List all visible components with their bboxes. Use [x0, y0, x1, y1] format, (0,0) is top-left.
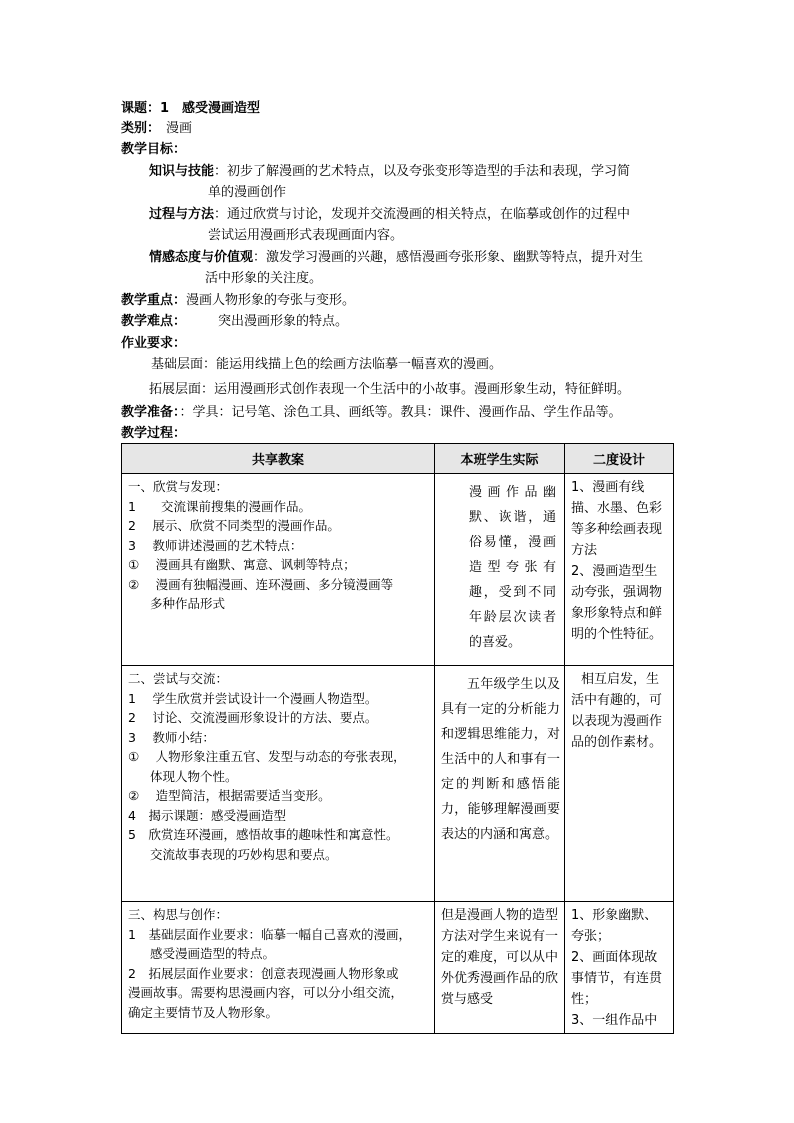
- difficulty-text: 突出漫画形象的特点。: [218, 314, 349, 329]
- homework-extended: 拓展层面：运用漫画形式创作表现一个生活中的小故事。漫画形象生动，特征鲜明。: [149, 382, 631, 397]
- row1-middle-cell: [435, 474, 565, 666]
- process-text-2: 尝试运用漫画形式表现画面内容。: [208, 228, 404, 243]
- emotion-text-2: 活中形象的关注度。: [205, 271, 323, 286]
- class-actual-text: 但是漫画人物的造型方法对学生来说有一定的难度，可以从中外优秀漫画作品的欣赏与感受: [441, 908, 559, 1007]
- knowledge-label: 知识与技能: [149, 164, 215, 179]
- difficulty-line: [121, 312, 348, 332]
- focus-line: [121, 291, 355, 311]
- list-item: 2 讨论、交流漫画形象设计的方法、要点。: [128, 710, 378, 725]
- focus-text: 漫画人物形象的夸张与变形。: [186, 293, 356, 308]
- list-item: 二、尝试与交流：: [128, 671, 229, 686]
- design-item: 2、画面体现故事情节，有连贯性；: [571, 950, 663, 1007]
- row2-left-cell: [122, 666, 435, 902]
- list-item: 确定主要情节及人物形象。: [128, 1004, 279, 1020]
- category-line: [121, 119, 192, 139]
- emotion-line-1: [149, 248, 643, 268]
- topic-line: [121, 99, 260, 119]
- design-item: 1、漫画有线描、水墨、色彩等多种绘画表现方法: [571, 480, 663, 558]
- list-item: 2 展示、欣赏不同类型的漫画作品。: [128, 518, 340, 533]
- process-text-1: ：通过欣赏与讨论，发现并交流漫画的相关特点，在临摹或创作的过程中: [214, 207, 631, 222]
- focus-label: 教学重点：: [121, 293, 187, 308]
- prep-label: 教学准备：: [121, 405, 180, 420]
- list-item: 一、欣赏与发现：: [128, 479, 229, 494]
- knowledge-text-2: 单的漫画创作: [208, 185, 287, 200]
- list-item: 2 拓展层面作业要求：创意表现漫画人物形象或: [128, 965, 399, 981]
- goals-label: 教学目标：: [121, 142, 187, 157]
- row2-middle-cell: [435, 666, 565, 902]
- table-row: [122, 474, 674, 666]
- header-class-actual: 本班学生实际: [435, 444, 565, 474]
- prep-text: ：学具：记号笔、涂色工具、画纸等。教具：课件、漫画作品、学生作品等。: [179, 405, 622, 420]
- design-item: 相互启发，生活中有趣的，可以表现为漫画作品的创作素材。: [571, 672, 663, 750]
- lesson-plan-table: [121, 443, 677, 1034]
- list-item: 三、构思与创作：: [128, 907, 229, 922]
- list-item: 感受漫画造型的特点。: [150, 946, 276, 961]
- topic-label: 课题：: [121, 101, 161, 116]
- emotion-text-1: ：激发学习漫画的兴趣，感悟漫画夸张形象、幽默等特点，提升对生: [253, 250, 644, 265]
- list-item: 体现人物个性。: [150, 768, 238, 784]
- homework-basic: 基础层面：能运用线描上色的绘画方法临摹一幅喜欢的漫画。: [151, 357, 503, 372]
- list-item: 3 教师小结：: [128, 729, 215, 745]
- process-line-1: [149, 205, 630, 225]
- process-label: 过程与方法: [149, 207, 215, 222]
- list-item: 3 教师讲述漫画的艺术特点：: [128, 537, 303, 553]
- row1-right-cell: [565, 474, 674, 666]
- row3-middle-cell: [435, 902, 565, 1034]
- prep-line: [121, 403, 622, 423]
- design-item: 3、一组作品中: [571, 1013, 658, 1028]
- row1-left-cell: [122, 474, 435, 666]
- class-actual-text: 漫画作品幽默、诙谐，通俗易懂，漫画造型夸张有趣，受到不同年龄层次读者的喜爱。: [469, 485, 556, 650]
- table-header-row: [122, 444, 674, 474]
- list-item: 多种作品形式: [150, 596, 226, 611]
- list-item: 1 学生欣赏并尝试设计一个漫画人物造型。: [128, 690, 378, 706]
- design-item: 2、漫画造型生动夸张，强调物象形象特点和鲜明的个性特征。: [571, 564, 663, 642]
- table-row: [122, 666, 674, 902]
- class-actual-text: 五年级学生以及具有一定的分析能力和逻辑思维能力，对生活中的人和事有一定的判断和感悟能力，能够理解漫画要表达的内涵和寓意。: [441, 677, 560, 842]
- category-value: 漫画: [166, 121, 193, 136]
- knowledge-line-1: [149, 162, 630, 182]
- design-item: 1、形象幽默、 夸张；: [571, 908, 677, 944]
- list-item: 漫画故事。需要构思漫画内容，可以分小组交流，: [128, 985, 404, 1000]
- list-item: ② 漫画有独幅漫画、连环漫画、多分镜漫画等: [128, 576, 394, 592]
- list-item: ① 人物形象注重五官、发型与动态的夸张表现，: [128, 749, 406, 764]
- header-shared-plan: 共享教案: [122, 444, 435, 474]
- row3-left-cell: [122, 902, 435, 1034]
- list-item: ① 漫画具有幽默、寓意、讽刺等特点；: [128, 557, 356, 572]
- emotion-label: 情感态度与价值观: [149, 250, 254, 265]
- list-item: 交流故事表现的巧妙构思和要点。: [150, 846, 338, 862]
- list-item: 5 欣赏连环漫画，感悟故事的趣味性和寓意性。: [128, 827, 399, 842]
- table-row: [122, 902, 674, 1034]
- process-section-label: 教学过程：: [121, 426, 187, 441]
- knowledge-text-1: ：初步了解漫画的艺术特点，以及夸张变形等造型的手法和表现，学习简: [214, 164, 631, 179]
- difficulty-label: 教学难点：: [121, 314, 187, 329]
- row3-right-cell: [565, 902, 677, 1034]
- list-item: 1 交流课前搜集的漫画作品。: [128, 498, 311, 514]
- topic-value: 1 感受漫画造型: [160, 101, 261, 116]
- list-item: ② 造型简洁，根据需要适当变形。: [128, 788, 331, 803]
- row2-right-cell: [565, 666, 674, 902]
- homework-label: 作业要求：: [121, 336, 187, 351]
- category-label: 类别：: [121, 121, 161, 136]
- list-item: 1 基础层面作业要求：临摹一幅自己喜欢的漫画，: [128, 926, 411, 942]
- list-item: 4 揭示课题：感受漫画造型: [128, 807, 286, 823]
- header-second-design: 二度设计: [565, 444, 674, 474]
